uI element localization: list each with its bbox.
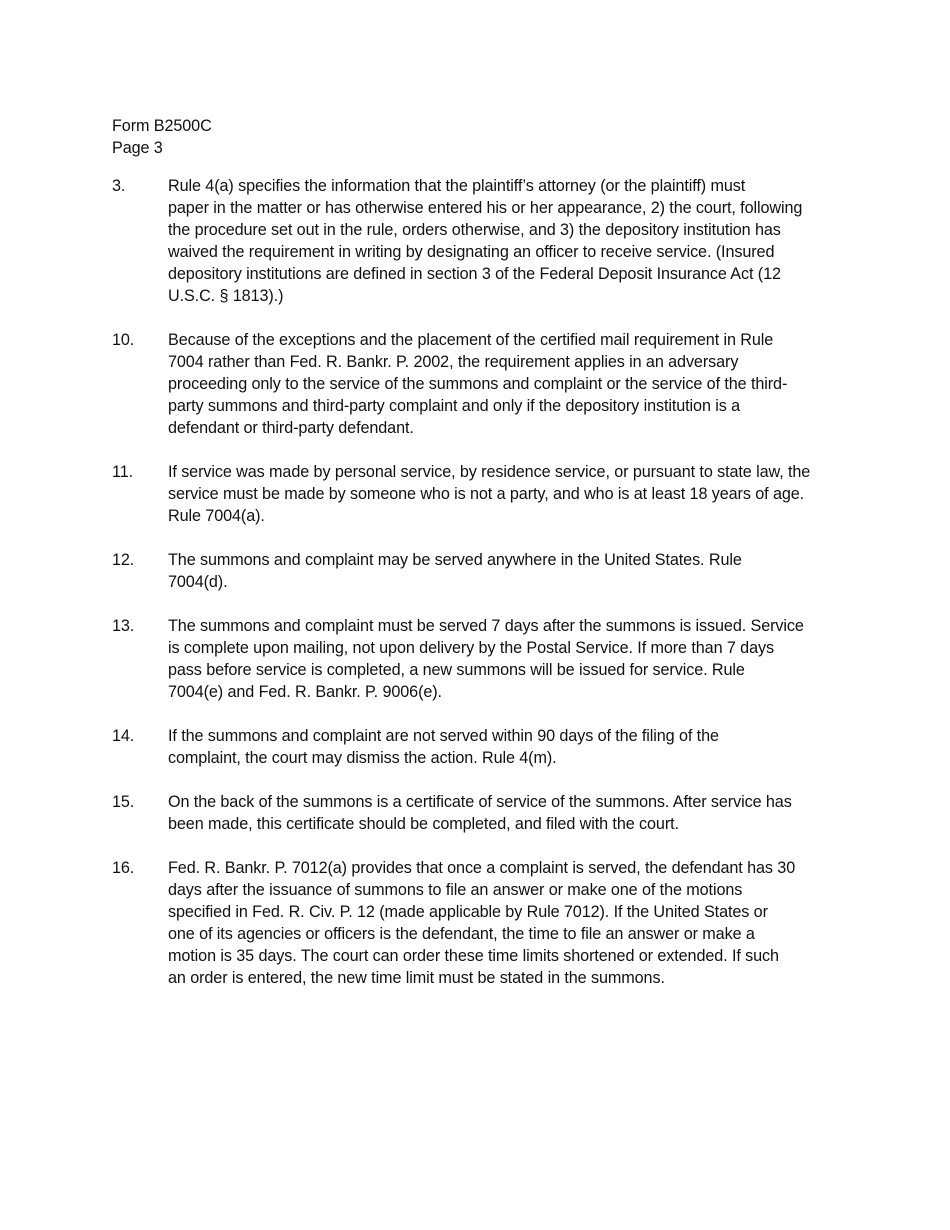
text-line: an order is entered, the new time limit must be stated in the summons. bbox=[168, 969, 665, 987]
text-line: service must be made by someone who is not a party, and who is at least 18 years of age. bbox=[168, 485, 805, 503]
note-text bbox=[168, 175, 842, 307]
note-item bbox=[112, 857, 842, 989]
note-item bbox=[112, 175, 842, 307]
note-number: 11. bbox=[112, 463, 134, 481]
note-item bbox=[112, 791, 842, 835]
note-item bbox=[112, 615, 842, 703]
note-number: 12. bbox=[112, 551, 135, 569]
text-line: 7004(d). bbox=[168, 573, 228, 591]
text-line: one of its agencies or officers is the defendant, the time to file an answer or make a bbox=[168, 925, 755, 943]
note-text bbox=[168, 791, 842, 835]
text-line: the procedure set out in the rule, orders otherwise, and 3) the depository institution has bbox=[168, 221, 781, 239]
text-line: The summons and complaint must be served 7 days after the summons is issued. Service bbox=[168, 617, 804, 635]
document-page bbox=[112, 115, 842, 1011]
text-line: days after the issuance of summons to file an answer or make one of the motions bbox=[168, 881, 743, 899]
page-number: Page 3 bbox=[112, 139, 163, 157]
text-line: U.S.C. § 1813).) bbox=[168, 287, 284, 305]
text-line: waived the requirement in writing by designating an officer to receive service. (Insured bbox=[168, 243, 775, 261]
text-line: 7004 rather than Fed. R. Bankr. P. 2002, the requirement applies in an adversary bbox=[168, 353, 739, 371]
text-line: Rule 4(a) specifies the information that the plaintiff’s attorney (or the plaintiff) must bbox=[168, 177, 746, 195]
note-text bbox=[168, 329, 842, 439]
note-number: 14. bbox=[112, 727, 135, 745]
text-line: pass before service is completed, a new summons will be issued for service. Rule bbox=[168, 661, 745, 679]
text-line: motion is 35 days. The court can order these time limits shortened or extended. If such bbox=[168, 947, 779, 965]
text-line: proceeding only to the service of the summons and complaint or the service of the third- bbox=[168, 375, 788, 393]
form-number: Form B2500C bbox=[112, 117, 212, 135]
text-line: 7004(e) and Fed. R. Bankr. P. 9006(e). bbox=[168, 683, 442, 701]
note-number: 15. bbox=[112, 793, 135, 811]
text-line: is complete upon mailing, not upon delivery by the Postal Service. If more than 7 days bbox=[168, 639, 774, 657]
note-text bbox=[168, 549, 842, 593]
notes-list bbox=[112, 175, 842, 989]
text-line: Fed. R. Bankr. P. 7012(a) provides that once a complaint is served, the defendant has 30 bbox=[168, 859, 796, 877]
text-line: paper in the matter or has otherwise entered his or her appearance, 2) the court, following bbox=[168, 199, 803, 217]
text-line: On the back of the summons is a certificate of service of the summons. After service has bbox=[168, 793, 792, 811]
page-header bbox=[112, 115, 842, 159]
note-item bbox=[112, 329, 842, 439]
note-text bbox=[168, 857, 842, 989]
note-item bbox=[112, 461, 842, 527]
text-line: party summons and third-party complaint and only if the depository institution is a bbox=[168, 397, 741, 415]
note-number: 3. bbox=[112, 177, 126, 195]
note-text bbox=[168, 615, 842, 703]
note-item bbox=[112, 549, 842, 593]
text-line: specified in Fed. R. Civ. P. 12 (made applicable by Rule 7012). If the United States or bbox=[168, 903, 768, 921]
text-line: If the summons and complaint are not served within 90 days of the filing of the bbox=[168, 727, 719, 745]
note-number: 13. bbox=[112, 617, 135, 635]
text-line: Because of the exceptions and the placement of the certified mail requirement in Rule bbox=[168, 331, 774, 349]
note-text bbox=[168, 461, 842, 527]
text-line: complaint, the court may dismiss the action. Rule 4(m). bbox=[168, 749, 557, 767]
note-number: 10. bbox=[112, 331, 135, 349]
text-line: The summons and complaint may be served anywhere in the United States. Rule bbox=[168, 551, 742, 569]
text-line: defendant or third-party defendant. bbox=[168, 419, 414, 437]
note-number: 16. bbox=[112, 859, 135, 877]
note-text bbox=[168, 725, 842, 769]
text-line: been made, this certificate should be completed, and filed with the court. bbox=[168, 815, 679, 833]
text-line: If service was made by personal service, by residence service, or pursuant to state law, the bbox=[168, 463, 811, 481]
text-line: depository institutions are defined in section 3 of the Federal Deposit Insurance Act (12 bbox=[168, 265, 781, 283]
note-item bbox=[112, 725, 842, 769]
text-line: Rule 7004(a). bbox=[168, 507, 265, 525]
